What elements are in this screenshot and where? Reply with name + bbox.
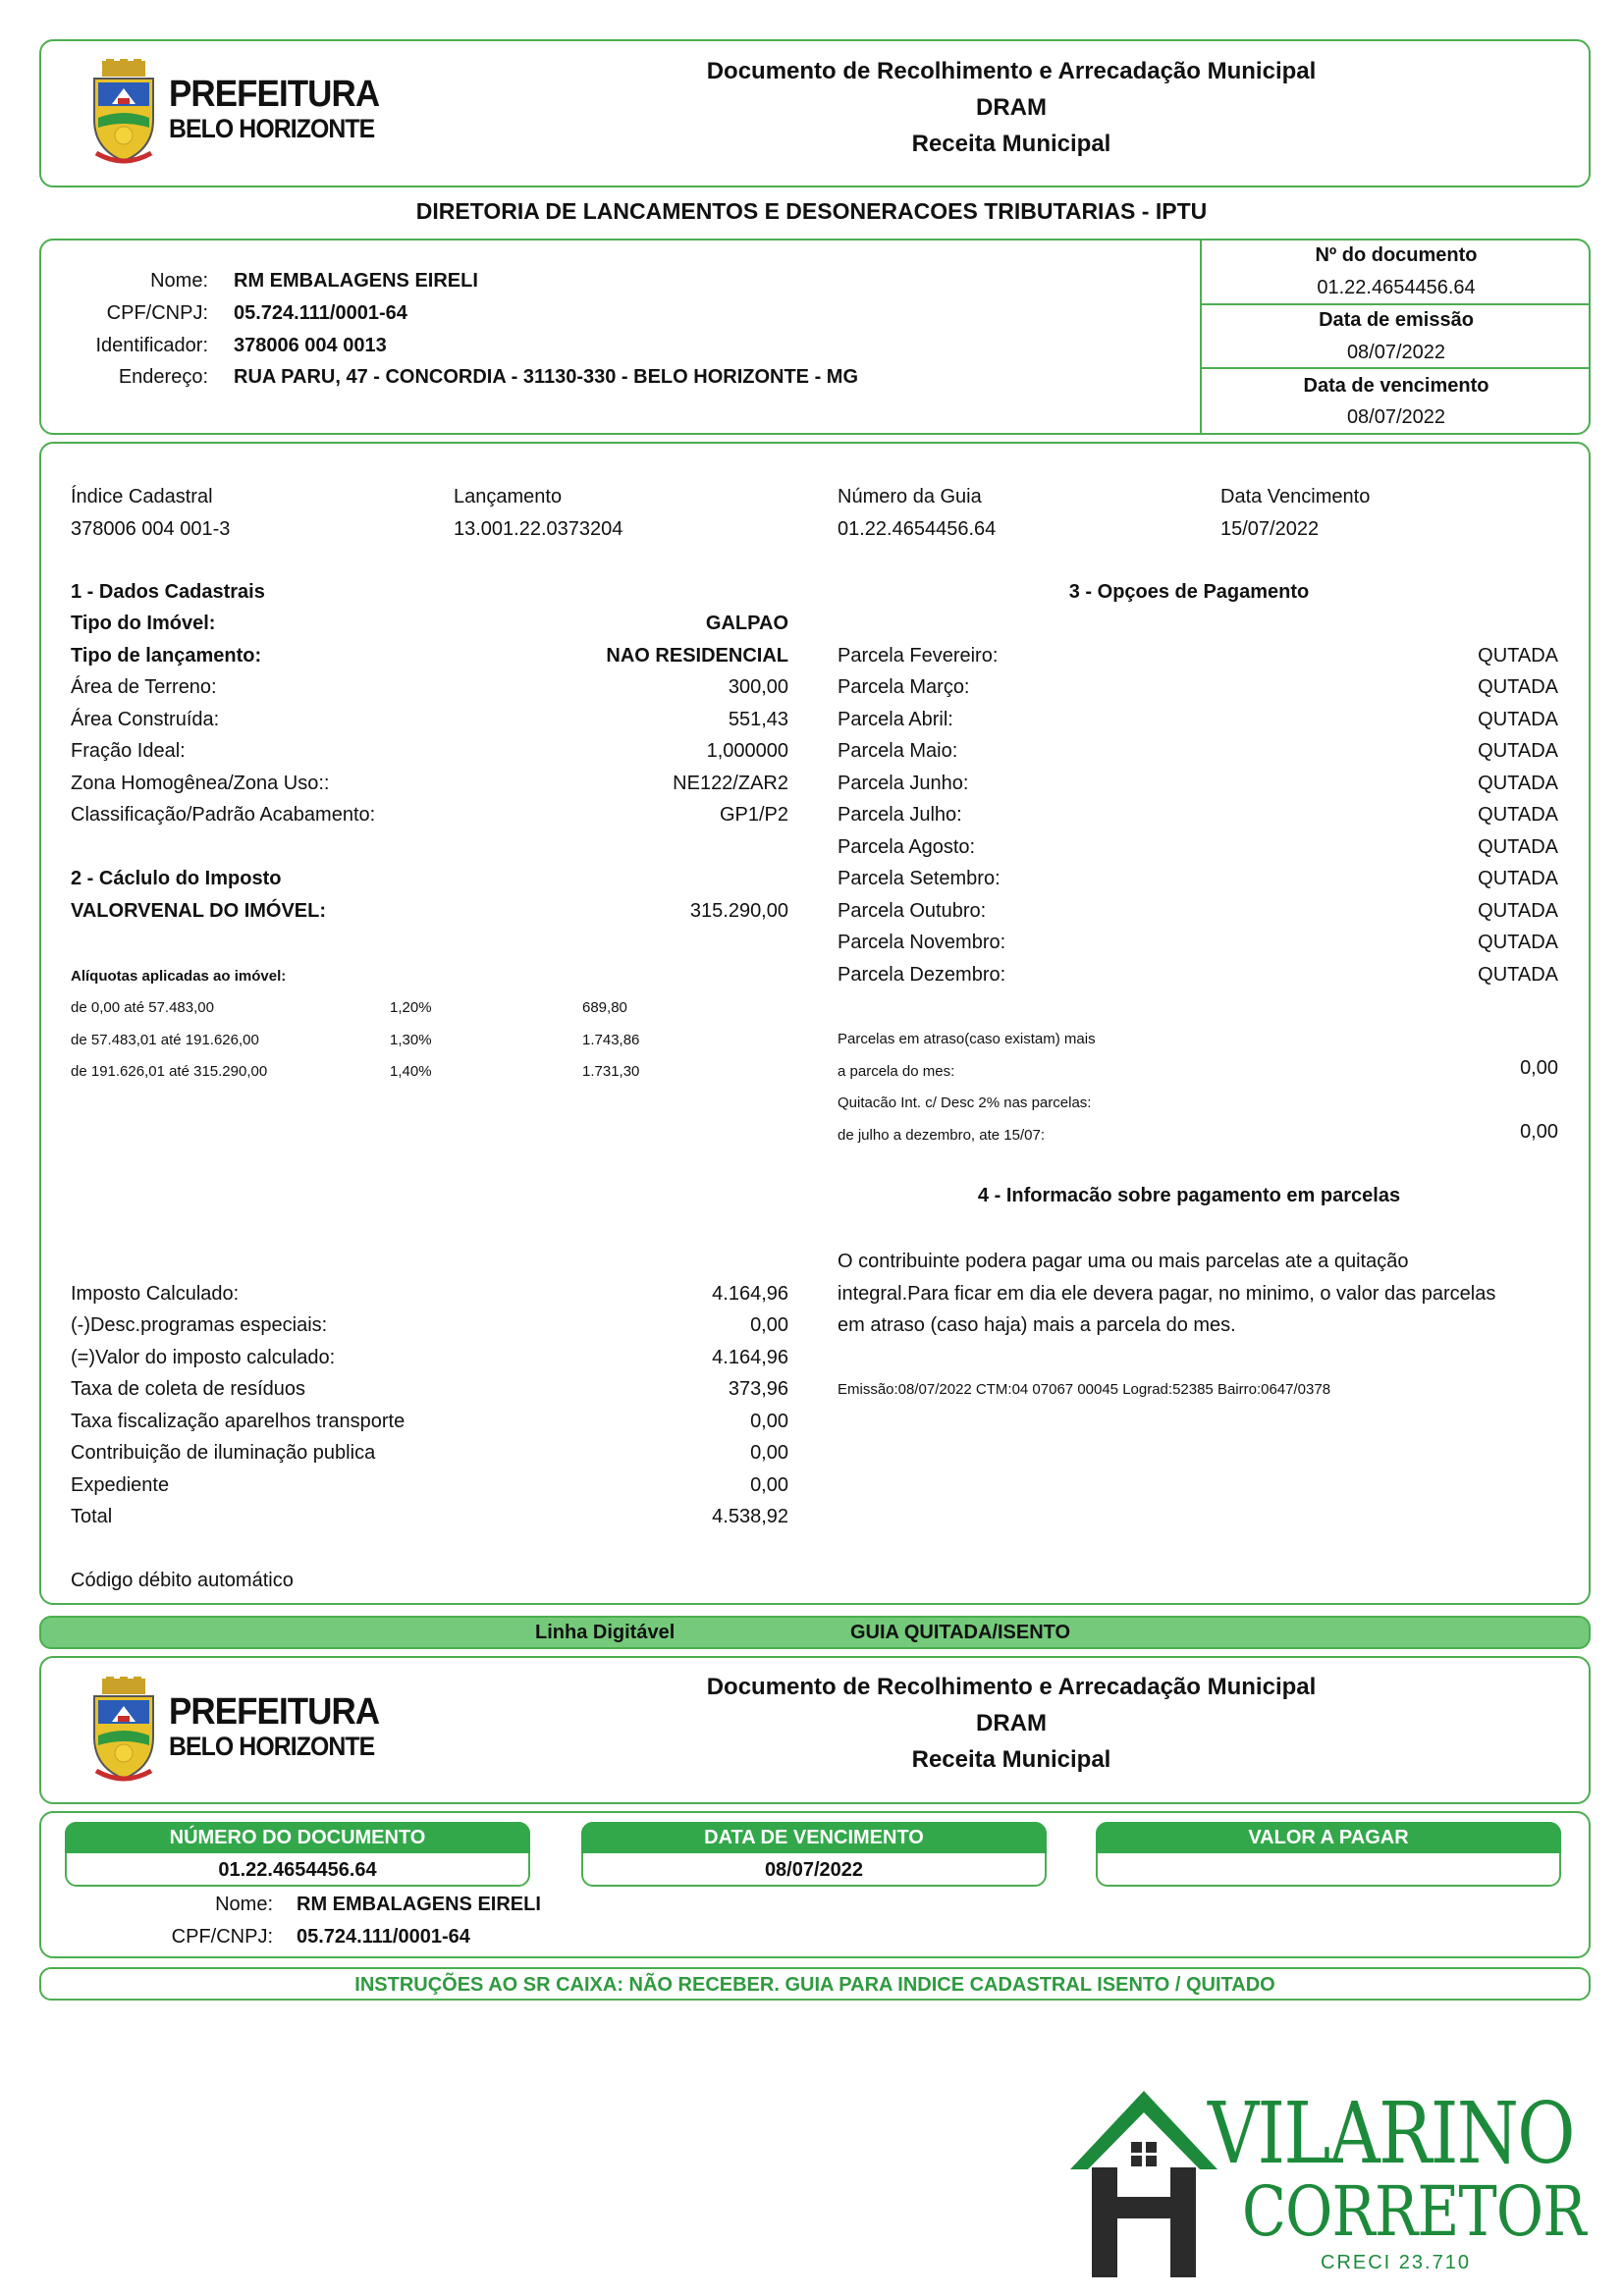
atraso-line1: Parcelas em atraso(caso existam) mais: [838, 1031, 1096, 1047]
parcela-label: Parcela Agosto:: [838, 836, 976, 858]
pagamento-title: 3 - Opçoes de Pagamento: [1068, 581, 1310, 603]
header-title-line3: Receita Municipal: [911, 1746, 1111, 1773]
lancamento-value: 13.001.22.0373204: [454, 518, 623, 540]
watermark-line2: CORRETOR: [1242, 2171, 1586, 2252]
indice-value: 378006 004 001-3: [71, 518, 231, 540]
aliquota-faixa: de 0,00 até 57.483,00: [71, 999, 214, 1016]
logo-line2: BELO HORIZONTE: [169, 114, 375, 143]
ident-label: Identificador:: [95, 335, 208, 356]
calculo-title: 2 - Cáclulo do Imposto: [71, 868, 282, 889]
watermark-line1: VILARINO: [1208, 2085, 1574, 2183]
dados-title: 1 - Dados Cadastrais: [71, 581, 265, 603]
total-label: (-)Desc.programas especiais:: [71, 1314, 328, 1336]
parcela-value: QUTADA: [1478, 836, 1558, 858]
indice-label: Índice Cadastral: [71, 486, 213, 507]
quitacao-line2: de julho a dezembro, ate 15/07:: [838, 1127, 1045, 1144]
total-value: 4.538,92: [712, 1506, 788, 1527]
lancamento-label: Lançamento: [454, 486, 563, 507]
dados-value: GP1/P2: [719, 804, 788, 826]
coat-of-arms-icon: [88, 1677, 159, 1783]
stub-header-title: [609, 1669, 1414, 1778]
total-label: (=)Valor do imposto calculado:: [71, 1347, 336, 1368]
emissao-value: 08/07/2022: [1346, 342, 1446, 363]
total-label: Taxa fiscalização aparelhos transporte: [71, 1411, 406, 1432]
parcela-label: Parcela Setembro:: [838, 868, 1001, 889]
logo-line2: BELO HORIZONTE: [169, 1732, 375, 1761]
total-value: 0,00: [750, 1442, 788, 1464]
parcela-value: QUTADA: [1478, 868, 1558, 889]
aliquota-valor: 689,80: [582, 999, 627, 1016]
total-value: 0,00: [750, 1474, 788, 1496]
logo-line1: PREFEITURA: [169, 74, 380, 115]
parcela-label: Parcela Dezembro:: [838, 964, 1006, 986]
total-label: Contribuição de iluminação publica: [71, 1442, 376, 1464]
venal-value: 315.290,00: [689, 900, 788, 922]
quitacao-line1: Quitacão Int. c/ Desc 2% nas parcelas:: [838, 1095, 1092, 1111]
total-value: 373,96: [728, 1378, 788, 1400]
stub-nome-value: RM EMBALAGENS EIRELI: [297, 1894, 541, 1915]
parcela-label: Parcela Maio:: [838, 740, 958, 762]
parcela-label: Parcela Abril:: [838, 709, 953, 730]
stub-cpf-value: 05.724.111/0001-64: [297, 1926, 470, 1948]
linha-digitavel-bar: [39, 1616, 1591, 1649]
header-title-line1: Documento de Recolhimento e Arrecadação Municipal: [706, 1674, 1317, 1700]
venal-label: VALORVENAL DO IMÓVEL:: [71, 900, 327, 922]
aliquota-valor: 1.731,30: [582, 1063, 640, 1080]
dados-label: Fração Ideal:: [71, 740, 186, 762]
stub-venc-value: 08/07/2022: [764, 1859, 864, 1881]
dados-label: Área Construída:: [71, 709, 220, 730]
dados-label: Tipo de lançamento:: [71, 645, 262, 667]
emissao-label: Data de emissão: [1319, 309, 1474, 331]
parcela-label: Parcela Junho:: [838, 773, 969, 794]
parcela-label: Parcela Outubro:: [838, 900, 987, 922]
parcela-value: QUTADA: [1478, 932, 1558, 953]
linha-digitavel-label: Linha Digitável: [535, 1622, 676, 1643]
venc-label: Data Vencimento: [1220, 486, 1371, 507]
total-value: 0,00: [750, 1314, 788, 1336]
parcela-label: Parcela Fevereiro:: [838, 645, 999, 667]
aliquota-faixa: de 57.483,01 até 191.626,00: [71, 1032, 259, 1048]
parcela-value: QUTADA: [1478, 900, 1558, 922]
dados-value: NE122/ZAR2: [673, 773, 788, 794]
vencimento-label: Data de vencimento: [1303, 375, 1489, 397]
aliquota-valor: 1.743,86: [582, 1032, 640, 1048]
doc-num-label: Nº do documento: [1315, 244, 1478, 266]
info-line2: integral.Para ficar em dia ele devera pagar, no minimo, o valor das parcelas: [838, 1283, 1496, 1305]
parcela-label: Parcela Julho:: [838, 804, 962, 826]
coat-of-arms-icon: [88, 59, 159, 165]
dados-label: Tipo do Imóvel:: [71, 613, 216, 634]
instrucoes-text: INSTRUÇÕES AO SR CAIXA: NÃO RECEBER. GUIA PARA INDICE CADASTRAL ISENTO / QUITADO: [354, 1974, 1275, 1996]
parcela-label: Parcela Março:: [838, 676, 970, 698]
venc-value: 15/07/2022: [1220, 518, 1320, 540]
endereco-value: RUA PARU, 47 - CONCORDIA - 31130-330 - BELO HORIZONTE - MG: [234, 366, 859, 388]
aliquota-pct: 1,40%: [390, 1063, 432, 1080]
total-label: Expediente: [71, 1474, 170, 1496]
stub-num-value: 01.22.4654456.64: [218, 1859, 377, 1881]
ident-value: 378006 004 0013: [234, 335, 387, 356]
section-title: DIRETORIA DE LANCAMENTOS E DESONERACOES TRIBUTARIAS - IPTU: [415, 198, 1208, 224]
total-label: Total: [71, 1506, 113, 1527]
parcela-value: QUTADA: [1478, 709, 1558, 730]
linha-digitavel-value: GUIA QUITADA/ISENTO: [850, 1622, 1071, 1643]
atraso-line2: a parcela do mes:: [838, 1063, 955, 1080]
info-line3: em atraso (caso haja) mais a parcela do mes.: [838, 1314, 1236, 1336]
parcela-value: QUTADA: [1478, 964, 1558, 986]
total-value: 4.164,96: [712, 1347, 788, 1368]
guia-label: Número da Guia: [838, 486, 982, 507]
header-title-line1: Documento de Recolhimento e Arrecadação Municipal: [706, 58, 1317, 84]
logo-line1: PREFEITURA: [169, 1691, 380, 1733]
aliquotas-title: Alíquotas aplicadas ao imóvel:: [71, 968, 287, 985]
total-value: 0,00: [750, 1411, 788, 1432]
info-title: 4 - Informacão sobre pagamento em parcelas: [977, 1185, 1401, 1206]
dados-value: 551,43: [728, 709, 788, 730]
guia-value: 01.22.4654456.64: [838, 518, 997, 540]
house-icon: [1070, 2091, 1217, 2277]
debito-automatico: Código débito automático: [71, 1570, 294, 1591]
cpf-label: CPF/CNPJ:: [106, 302, 208, 324]
stub-nome-label: Nome:: [215, 1894, 273, 1915]
aliquota-faixa: de 191.626,01 até 315.290,00: [71, 1063, 268, 1080]
dados-value: NAO RESIDENCIAL: [606, 645, 788, 667]
dados-label: Classificação/Padrão Acabamento:: [71, 804, 376, 826]
parcela-value: QUTADA: [1478, 804, 1558, 826]
header-title: [609, 53, 1414, 162]
total-label: Taxa de coleta de resíduos: [71, 1378, 306, 1400]
parcela-value: QUTADA: [1478, 773, 1558, 794]
dados-value: GALPAO: [705, 613, 788, 634]
total-label: Imposto Calculado:: [71, 1283, 240, 1305]
atraso-value: 0,00: [1520, 1057, 1558, 1079]
nome-value: RM EMBALAGENS EIRELI: [234, 270, 478, 292]
header-title-line3: Receita Municipal: [911, 131, 1111, 157]
prefeitura-logo-stub: [88, 1677, 412, 1785]
prefeitura-logo: [88, 59, 412, 167]
vilarino-watermark: [1070, 2085, 1600, 2277]
stub-venc-label: DATA DE VENCIMENTO: [581, 1822, 1047, 1853]
vencimento-value: 08/07/2022: [1346, 406, 1446, 428]
header-title-line2: DRAM: [976, 94, 1047, 121]
info-line1: O contribuinte podera pagar uma ou mais parcelas ate a quitação: [838, 1251, 1409, 1272]
stub-cpf-label: CPF/CNPJ:: [171, 1926, 273, 1948]
nome-label: Nome:: [150, 270, 208, 292]
dados-value: 1,000000: [706, 740, 788, 762]
aliquota-pct: 1,20%: [390, 999, 432, 1016]
parcela-value: QUTADA: [1478, 645, 1558, 667]
dados-value: 300,00: [728, 676, 788, 698]
total-value: 4.164,96: [712, 1283, 788, 1305]
cpf-value: 05.724.111/0001-64: [234, 302, 407, 324]
stub-num-label: NÚMERO DO DOCUMENTO: [65, 1822, 530, 1853]
aliquota-pct: 1,30%: [390, 1032, 432, 1048]
emissao-info: Emissão:08/07/2022 CTM:04 07067 00045 Lograd:52385 Bairro:0647/0378: [838, 1381, 1331, 1398]
stub-valor-label: VALOR A PAGAR: [1096, 1822, 1561, 1853]
dados-label: Zona Homogênea/Zona Uso::: [71, 773, 330, 794]
watermark-line3: CRECI 23.710: [1321, 2252, 1471, 2273]
dados-label: Área de Terreno:: [71, 676, 217, 698]
header-title-line2: DRAM: [976, 1710, 1047, 1736]
endereco-label: Endereço:: [118, 366, 208, 388]
parcela-label: Parcela Novembro:: [838, 932, 1006, 953]
parcela-value: QUTADA: [1478, 740, 1558, 762]
doc-num-value: 01.22.4654456.64: [1317, 277, 1476, 298]
parcela-value: QUTADA: [1478, 676, 1558, 698]
quitacao-value: 0,00: [1520, 1121, 1558, 1143]
